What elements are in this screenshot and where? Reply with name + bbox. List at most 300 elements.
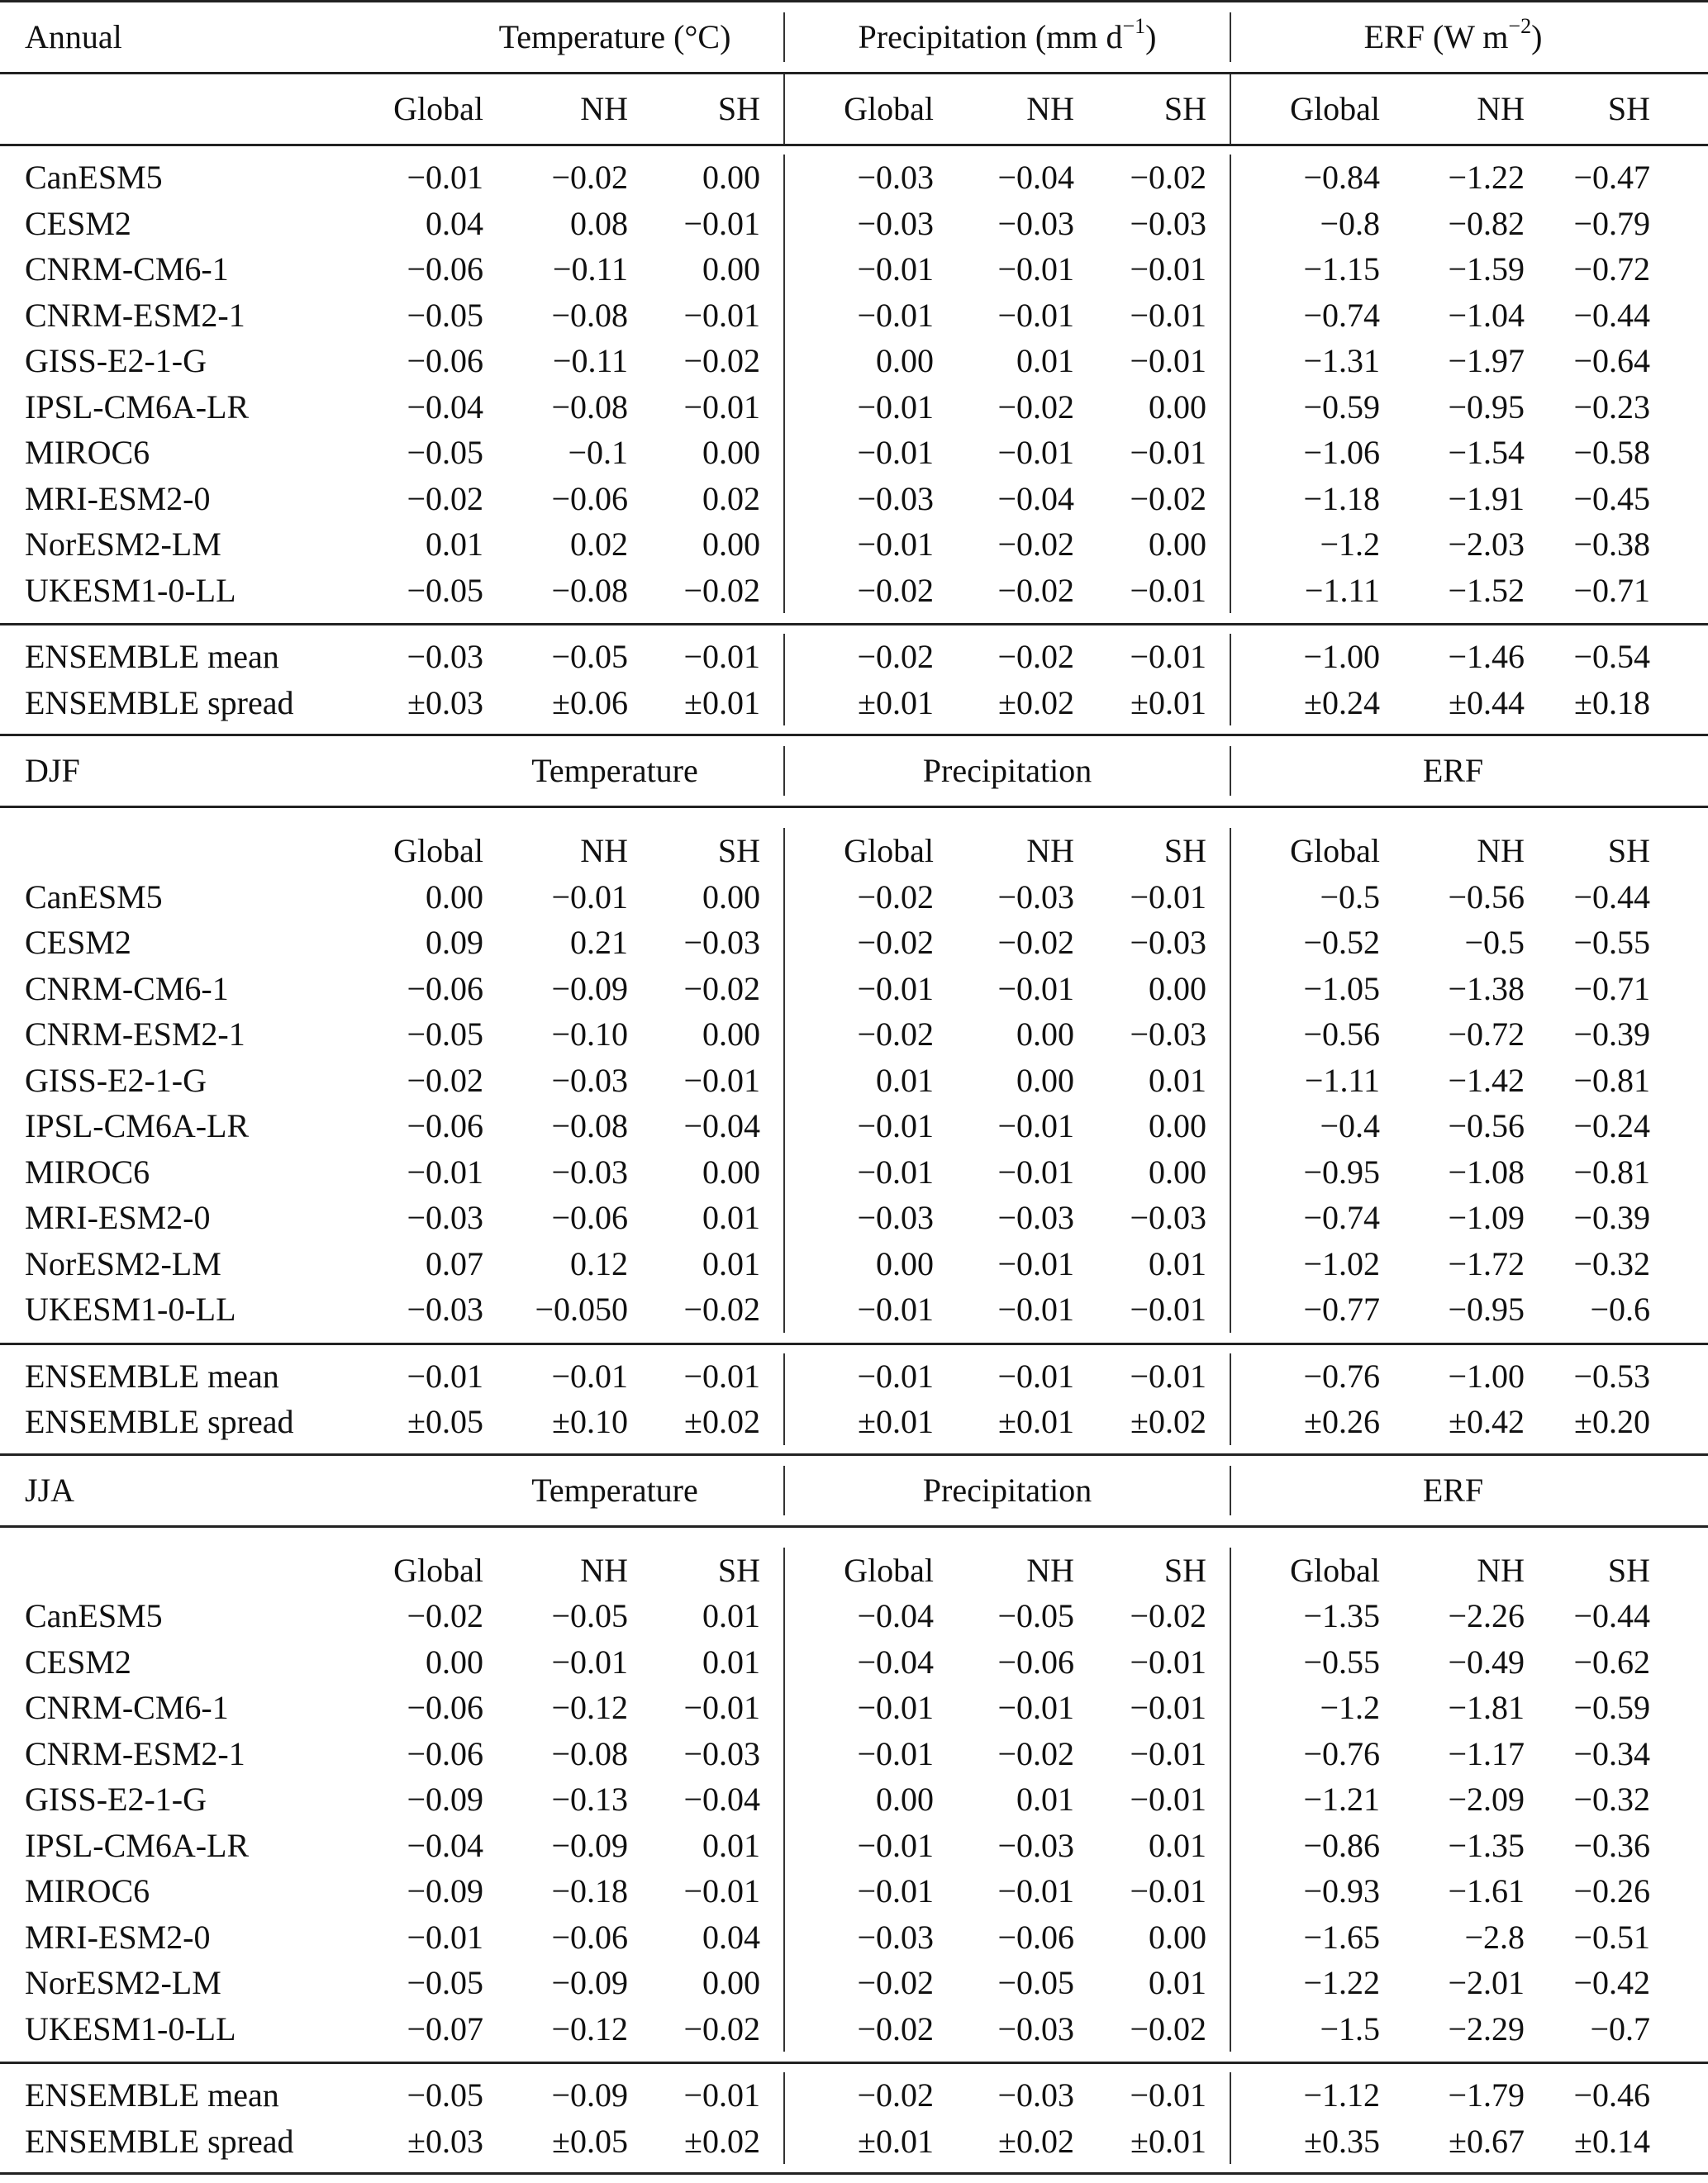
cell-temp-sh: 0.04 <box>628 1914 785 1961</box>
cell-temp-sh: −0.02 <box>628 2006 785 2052</box>
column-header-temp-global: Global <box>393 832 483 869</box>
cell-precip-global: 0.01 <box>876 1061 934 1099</box>
cell-erf-nh: ±0.44 <box>1449 683 1525 721</box>
cell-temp-global: ±0.05 <box>407 1403 483 1440</box>
cell-precip-nh: −0.01 <box>997 434 1074 471</box>
cell-temp-global: −0.06 <box>407 1107 483 1144</box>
cell-erf-nh: −2.09 <box>1448 1781 1525 1818</box>
cell-erf-global: −1.21 <box>1303 1781 1380 1818</box>
column-header-precip-global: Global <box>844 1551 934 1589</box>
column-header-precip-nh: NH <box>1026 90 1074 127</box>
column-header-temp-nh: NH <box>580 832 628 869</box>
column-header-temp-nh: NH <box>580 1551 628 1589</box>
cell-precip-sh: 0.00 <box>1074 1103 1231 1149</box>
cell-temp-nh: −0.01 <box>551 877 628 916</box>
cell-temp-global: −0.01 <box>407 1357 483 1395</box>
cell-precip-sh: −0.01 <box>1074 1731 1231 1777</box>
cell-erf-sh: −0.55 <box>1573 924 1650 961</box>
cell-temp-nh: −0.06 <box>551 479 628 517</box>
cell-erf-sh: −0.24 <box>1573 1107 1650 1144</box>
table-row <box>0 1195 1708 1241</box>
group-header-row <box>0 736 1708 806</box>
cell-temp-sh: −0.01 <box>628 1685 785 1731</box>
column-header-precip-sh: SH <box>1074 74 1231 144</box>
column-header-row <box>0 828 1708 874</box>
column-header-erf-nh: NH <box>1477 90 1525 127</box>
cell-temp-nh: −0.08 <box>551 1107 628 1144</box>
cell-temp-nh: −0.11 <box>552 342 628 379</box>
row-label: IPSL-CM6A-LR <box>25 1826 250 1864</box>
row-label: CNRM-CM6-1 <box>25 1689 229 1726</box>
cell-temp-sh: −0.02 <box>628 338 785 384</box>
row-label: NorESM2-LM <box>25 1964 221 2001</box>
cell-temp-nh: 0.02 <box>570 526 628 563</box>
cell-temp-global: −0.05 <box>407 571 483 609</box>
cell-erf-global: −1.11 <box>1304 571 1380 609</box>
cell-precip-sh: 0.00 <box>1074 1914 1231 1961</box>
model-rows <box>0 146 1708 623</box>
cell-precip-nh: −0.02 <box>997 526 1074 563</box>
row-label: ENSEMBLE mean <box>25 638 279 675</box>
cell-precip-nh: ±0.01 <box>998 1403 1074 1440</box>
cell-precip-global: −0.02 <box>857 877 934 916</box>
row-label: CanESM5 <box>25 159 163 196</box>
cell-erf-global: −0.5 <box>1320 877 1380 916</box>
cell-precip-sh: −0.03 <box>1074 201 1231 247</box>
cell-erf-nh: −1.97 <box>1448 342 1525 379</box>
cell-precip-nh: −0.03 <box>997 2009 1074 2047</box>
cell-precip-global: −0.02 <box>857 571 934 609</box>
cell-temp-nh: −0.03 <box>551 1153 628 1191</box>
cell-temp-global: −0.06 <box>407 1689 483 1726</box>
cell-erf-nh: −0.5 <box>1464 924 1525 961</box>
table-row <box>0 476 1708 522</box>
row-label: MRI-ESM2-0 <box>25 1199 211 1236</box>
cell-erf-global: −0.84 <box>1303 159 1380 196</box>
cell-temp-sh: −0.02 <box>628 568 785 614</box>
cell-precip-nh: −0.01 <box>997 969 1074 1007</box>
table-row <box>0 1241 1708 1287</box>
cell-erf-nh: −0.95 <box>1448 1291 1525 1328</box>
table-row <box>0 966 1708 1012</box>
column-header-erf-global: Global <box>1290 90 1380 127</box>
cell-temp-global: −0.05 <box>407 1015 483 1053</box>
cell-erf-nh: −1.42 <box>1448 1061 1525 1099</box>
cell-erf-global: −0.4 <box>1320 1107 1380 1144</box>
cell-precip-nh: −0.04 <box>997 479 1074 517</box>
cell-precip-global: ±0.01 <box>858 1403 934 1440</box>
cell-precip-nh: −0.06 <box>997 1918 1074 1956</box>
column-header-erf-global: Global <box>1290 1551 1380 1589</box>
cell-erf-nh: −0.56 <box>1448 877 1525 916</box>
cell-erf-sh: −0.26 <box>1573 1872 1650 1910</box>
cell-temp-global: 0.09 <box>426 924 483 961</box>
section-djf <box>0 734 1708 1453</box>
section-jja <box>0 1453 1708 2176</box>
cell-precip-global: −0.03 <box>857 1199 934 1236</box>
column-header-temp-nh: NH <box>580 90 628 127</box>
cell-erf-global: −1.06 <box>1303 434 1380 471</box>
group-header-row <box>0 2 1708 72</box>
cell-precip-global: −0.03 <box>857 159 934 196</box>
cell-precip-sh: −0.01 <box>1074 246 1231 292</box>
cell-erf-nh: −1.35 <box>1448 1826 1525 1864</box>
cell-erf-sh: −0.36 <box>1573 1826 1650 1864</box>
cell-temp-sh: 0.00 <box>628 1960 785 2006</box>
cell-temp-sh: 0.00 <box>628 155 785 201</box>
cell-temp-global: −0.04 <box>407 1826 483 1864</box>
cell-precip-nh: −0.05 <box>997 1597 1074 1634</box>
cell-temp-nh: −0.01 <box>551 1643 628 1681</box>
row-label: CanESM5 <box>25 877 163 916</box>
cell-temp-global: −0.06 <box>407 1734 483 1772</box>
table-row <box>0 1149 1708 1196</box>
section-label: DJF <box>25 752 80 789</box>
cell-erf-nh: −1.38 <box>1448 969 1525 1007</box>
column-header-erf-nh: NH <box>1477 1551 1525 1589</box>
cell-temp-nh: −0.05 <box>551 1597 628 1634</box>
cell-erf-sh: −0.34 <box>1573 1734 1650 1772</box>
cell-erf-nh: −0.82 <box>1448 204 1525 242</box>
cell-temp-nh: −0.09 <box>551 2076 628 2114</box>
section-label: Annual <box>25 18 122 55</box>
cell-erf-nh: −1.54 <box>1448 434 1525 471</box>
row-label: IPSL-CM6A-LR <box>25 388 250 426</box>
cell-temp-sh: ±0.02 <box>628 2119 785 2165</box>
cell-precip-global: −0.04 <box>857 1597 934 1634</box>
cell-erf-global: −1.2 <box>1320 526 1380 563</box>
cell-precip-global: −0.01 <box>857 1153 934 1191</box>
cell-temp-sh: 0.00 <box>628 874 785 920</box>
cell-erf-nh: −2.29 <box>1448 2009 1525 2047</box>
cell-precip-global: −0.02 <box>857 2009 934 2047</box>
cell-erf-nh: −2.03 <box>1448 526 1525 563</box>
cell-erf-sh: −0.64 <box>1573 342 1650 379</box>
precip-unit-label: Precipitation (mm d <box>858 18 1123 55</box>
row-label: NorESM2-LM <box>25 526 221 563</box>
cell-temp-global: 0.07 <box>426 1244 483 1282</box>
cell-erf-sh: −0.58 <box>1573 434 1650 471</box>
cell-precip-nh: 0.00 <box>1016 1061 1074 1099</box>
cell-precip-sh: −0.01 <box>1074 430 1231 476</box>
row-label: ENSEMBLE spread <box>25 683 294 721</box>
cell-precip-sh: 0.01 <box>1074 1241 1231 1287</box>
cell-precip-sh: ±0.02 <box>1074 1399 1231 1445</box>
cell-erf-sh: −0.79 <box>1573 204 1650 242</box>
cell-erf-sh: −0.47 <box>1573 159 1650 196</box>
cell-precip-global: −0.01 <box>857 296 934 334</box>
ensemble-spread-row <box>0 1399 1708 1445</box>
cell-precip-nh: 0.01 <box>1016 342 1074 379</box>
column-header-precip-global: Global <box>844 832 934 869</box>
ensemble-spread-row <box>0 2119 1708 2165</box>
table-row <box>0 292 1708 339</box>
cell-erf-sh: −0.42 <box>1573 1964 1650 2001</box>
cell-precip-sh: −0.02 <box>1074 2006 1231 2052</box>
cell-erf-global: −1.2 <box>1320 1689 1380 1726</box>
cell-erf-global: ±0.26 <box>1304 1403 1380 1440</box>
table-row <box>0 1058 1708 1104</box>
cell-temp-nh: −0.01 <box>551 1357 628 1395</box>
cell-erf-global: −0.74 <box>1303 296 1380 334</box>
cell-precip-global: −0.01 <box>857 526 934 563</box>
cell-temp-nh: −0.18 <box>551 1872 628 1910</box>
cell-erf-nh: −1.09 <box>1448 1199 1525 1236</box>
cell-temp-sh: 0.01 <box>628 1241 785 1287</box>
cell-erf-sh: −0.39 <box>1573 1015 1650 1053</box>
cell-erf-sh: ±0.14 <box>1574 2122 1650 2160</box>
cell-precip-sh: −0.03 <box>1074 1011 1231 1058</box>
cell-temp-global: −0.03 <box>407 1199 483 1236</box>
cell-precip-sh: −0.01 <box>1074 874 1231 920</box>
cell-precip-global: −0.03 <box>857 1918 934 1956</box>
cell-temp-global: −0.03 <box>407 1291 483 1328</box>
cell-precip-nh: −0.03 <box>997 2076 1074 2114</box>
cell-precip-global: −0.01 <box>857 1291 934 1328</box>
cell-temp-sh: −0.01 <box>628 201 785 247</box>
cell-erf-nh: −0.49 <box>1448 1643 1525 1681</box>
row-label: CNRM-CM6-1 <box>25 969 229 1007</box>
cell-precip-sh: −0.01 <box>1074 1286 1231 1333</box>
cell-temp-sh: −0.01 <box>628 1868 785 1914</box>
ensemble-rows <box>0 625 1708 734</box>
cell-erf-global: ±0.35 <box>1304 2122 1380 2160</box>
cell-temp-sh: 0.01 <box>628 1593 785 1639</box>
row-label: GISS-E2-1-G <box>25 1781 207 1818</box>
row-label: CNRM-CM6-1 <box>25 250 229 288</box>
cell-erf-nh: −2.8 <box>1464 1918 1525 1956</box>
cell-erf-nh: ±0.67 <box>1449 2122 1525 2160</box>
cell-erf-nh: −1.59 <box>1448 250 1525 288</box>
group-title-erf: ERF <box>1422 752 1484 789</box>
group-title-erf <box>1231 2 1675 72</box>
table-row <box>0 384 1708 430</box>
group-title-temperature: Temperature (°C) <box>347 12 785 62</box>
table-row <box>0 1639 1708 1686</box>
cell-erf-nh: −0.95 <box>1448 388 1525 426</box>
cell-temp-global: 0.00 <box>426 877 483 916</box>
cell-precip-sh: −0.02 <box>1074 476 1231 522</box>
cell-erf-sh: −0.59 <box>1573 1689 1650 1726</box>
cell-precip-nh: −0.02 <box>997 571 1074 609</box>
cell-erf-nh: −0.72 <box>1448 1015 1525 1053</box>
group-title-precipitation <box>785 12 1231 62</box>
column-header-erf-nh: NH <box>1477 832 1525 869</box>
table-row <box>0 1868 1708 1914</box>
cell-precip-nh: −0.02 <box>997 1734 1074 1772</box>
row-label: UKESM1-0-LL <box>25 2009 236 2047</box>
cell-erf-sh: −0.71 <box>1573 969 1650 1007</box>
cell-temp-sh: −0.01 <box>628 292 785 339</box>
cell-erf-sh: −0.62 <box>1573 1643 1650 1681</box>
cell-precip-global: ±0.01 <box>858 683 934 721</box>
cell-temp-global: −0.07 <box>407 2009 483 2047</box>
column-header-temp-sh: SH <box>628 1548 785 1594</box>
cell-precip-sh: 0.01 <box>1074 1823 1231 1869</box>
cell-erf-sh: −0.81 <box>1573 1061 1650 1099</box>
cell-erf-sh: −0.51 <box>1573 1918 1650 1956</box>
group-title-temperature: Temperature <box>347 746 785 796</box>
table-row <box>0 1011 1708 1058</box>
cell-erf-global: −1.35 <box>1303 1597 1380 1634</box>
cell-temp-nh: −0.03 <box>551 1061 628 1099</box>
cell-precip-global: −0.02 <box>857 638 934 675</box>
row-label: ENSEMBLE mean <box>25 1357 279 1395</box>
cell-erf-nh: ±0.42 <box>1449 1403 1525 1440</box>
cell-temp-nh: −0.1 <box>568 434 628 471</box>
row-label: NorESM2-LM <box>25 1244 221 1282</box>
column-header-precip-nh: NH <box>1026 832 1074 869</box>
cell-temp-nh: −0.09 <box>551 1826 628 1864</box>
cell-temp-global: −0.06 <box>407 250 483 288</box>
row-label: ENSEMBLE mean <box>25 2076 279 2114</box>
precip-unit-exponent: −1 <box>1122 13 1146 38</box>
cell-temp-nh: −0.12 <box>551 1689 628 1726</box>
cell-erf-nh: −2.01 <box>1448 1964 1525 2001</box>
cell-temp-sh: 0.00 <box>628 1149 785 1196</box>
table-row <box>0 568 1708 614</box>
cell-erf-nh: −1.22 <box>1448 159 1525 196</box>
cell-temp-global: −0.05 <box>407 1964 483 2001</box>
cell-erf-global: −0.76 <box>1303 1357 1380 1395</box>
cell-temp-global: −0.05 <box>407 296 483 334</box>
row-label: IPSL-CM6A-LR <box>25 1107 250 1144</box>
table-row <box>0 920 1708 966</box>
cell-erf-global: −0.56 <box>1303 1015 1380 1053</box>
cell-erf-nh: −1.79 <box>1448 2076 1525 2114</box>
cell-precip-global: −0.02 <box>857 924 934 961</box>
cell-erf-global: −1.15 <box>1303 250 1380 288</box>
cell-temp-sh: 0.00 <box>628 1011 785 1058</box>
cell-temp-nh: −0.06 <box>551 1199 628 1236</box>
cell-erf-nh: −1.17 <box>1448 1734 1525 1772</box>
cell-precip-nh: −0.06 <box>997 1643 1074 1681</box>
cell-precip-nh: −0.02 <box>997 388 1074 426</box>
cell-temp-sh: 0.01 <box>628 1823 785 1869</box>
cell-temp-global: ±0.03 <box>407 683 483 721</box>
cell-erf-nh: −1.46 <box>1448 638 1525 675</box>
table-row <box>0 1960 1708 2006</box>
table-row <box>0 1914 1708 1961</box>
cell-precip-sh: −0.01 <box>1074 292 1231 339</box>
cell-precip-global: −0.01 <box>857 1689 934 1726</box>
cell-precip-nh: −0.01 <box>997 1872 1074 1910</box>
cell-temp-sh: 0.00 <box>628 246 785 292</box>
cell-erf-global: −0.74 <box>1303 1199 1380 1236</box>
ensemble-rows <box>0 1345 1708 1453</box>
cell-temp-nh: 0.12 <box>570 1244 628 1282</box>
row-label: CanESM5 <box>25 1597 163 1634</box>
column-header-precip-global: Global <box>844 90 934 127</box>
bottom-rule <box>0 2172 1708 2175</box>
cell-precip-nh: ±0.02 <box>998 2122 1074 2160</box>
cell-precip-global: −0.01 <box>857 388 934 426</box>
table-row <box>0 1685 1708 1731</box>
cell-erf-sh: ±0.18 <box>1574 683 1650 721</box>
cell-precip-global: −0.01 <box>857 1107 934 1144</box>
cell-erf-sh: −0.6 <box>1590 1291 1650 1328</box>
cell-temp-nh: −0.09 <box>551 969 628 1007</box>
cell-erf-global: −1.02 <box>1303 1244 1380 1282</box>
column-header-temp-sh: SH <box>628 74 785 144</box>
column-header-erf-sh: SH <box>1607 90 1650 127</box>
cell-precip-sh: −0.01 <box>1074 2072 1231 2119</box>
column-header-precip-nh: NH <box>1026 1551 1074 1589</box>
cell-temp-nh: 0.08 <box>570 204 628 242</box>
cell-temp-global: −0.02 <box>407 1597 483 1634</box>
table-row <box>0 874 1708 920</box>
cell-precip-global: −0.01 <box>857 969 934 1007</box>
cell-temp-nh: −0.08 <box>551 1734 628 1772</box>
cell-precip-sh: 0.00 <box>1074 966 1231 1012</box>
cell-precip-sh: ±0.01 <box>1074 2119 1231 2165</box>
cell-temp-nh: −0.10 <box>551 1015 628 1053</box>
group-title-precipitation: Precipitation <box>785 1466 1231 1515</box>
cell-precip-global: 0.00 <box>876 342 934 379</box>
cell-erf-sh: −0.72 <box>1573 250 1650 288</box>
section-label: JJA <box>25 1471 75 1509</box>
cell-precip-sh: −0.01 <box>1074 338 1231 384</box>
cell-erf-sh: −0.39 <box>1573 1199 1650 1236</box>
cell-erf-sh: −0.45 <box>1573 479 1650 517</box>
row-label: CNRM-ESM2-1 <box>25 1734 245 1772</box>
cell-erf-global: −1.5 <box>1320 2009 1380 2047</box>
cell-temp-nh: 0.21 <box>570 924 628 961</box>
cell-precip-global: −0.01 <box>857 1357 934 1395</box>
cell-precip-nh: −0.03 <box>997 877 1074 916</box>
erf-unit-exponent: −2 <box>1508 13 1532 38</box>
cell-precip-nh: −0.01 <box>997 1291 1074 1328</box>
ensemble-mean-row <box>0 634 1708 680</box>
cell-temp-nh: −0.09 <box>551 1964 628 2001</box>
cell-temp-global: −0.05 <box>407 434 483 471</box>
cell-temp-nh: −0.08 <box>551 571 628 609</box>
cell-precip-sh: −0.01 <box>1074 1868 1231 1914</box>
table-row <box>0 1823 1708 1869</box>
ensemble-mean-row <box>0 1353 1708 1400</box>
section-annual <box>0 0 1708 734</box>
cell-erf-sh: −0.23 <box>1573 388 1650 426</box>
cell-temp-nh: −0.05 <box>551 638 628 675</box>
table-row <box>0 1286 1708 1333</box>
column-header-erf-global: Global <box>1290 832 1380 869</box>
ensemble-spread-row <box>0 680 1708 726</box>
cell-erf-nh: −0.56 <box>1448 1107 1525 1144</box>
cell-erf-global: −1.31 <box>1303 342 1380 379</box>
cell-temp-global: −0.06 <box>407 969 483 1007</box>
cell-temp-global: −0.05 <box>407 2076 483 2114</box>
cell-erf-sh: −0.71 <box>1573 571 1650 609</box>
row-label: MIROC6 <box>25 1872 150 1910</box>
table-row <box>0 1731 1708 1777</box>
cell-temp-global: −0.03 <box>407 638 483 675</box>
column-header-temp-global: Global <box>393 1551 483 1589</box>
cell-precip-nh: −0.04 <box>997 159 1074 196</box>
cell-precip-nh: −0.02 <box>997 924 1074 961</box>
column-header-temp-global: Global <box>393 90 483 127</box>
cell-precip-global: 0.00 <box>876 1244 934 1282</box>
cell-precip-sh: −0.01 <box>1074 1685 1231 1731</box>
cell-erf-global: −1.18 <box>1303 479 1380 517</box>
cell-erf-global: −1.65 <box>1303 1918 1380 1956</box>
cell-temp-global: −0.09 <box>407 1872 483 1910</box>
cell-erf-global: −1.11 <box>1304 1061 1380 1099</box>
cell-precip-sh: −0.03 <box>1074 920 1231 966</box>
cell-precip-sh: −0.01 <box>1074 1353 1231 1400</box>
row-label: ENSEMBLE spread <box>25 2122 294 2160</box>
row-label: CNRM-ESM2-1 <box>25 1015 245 1053</box>
cell-temp-sh: ±0.01 <box>628 680 785 726</box>
